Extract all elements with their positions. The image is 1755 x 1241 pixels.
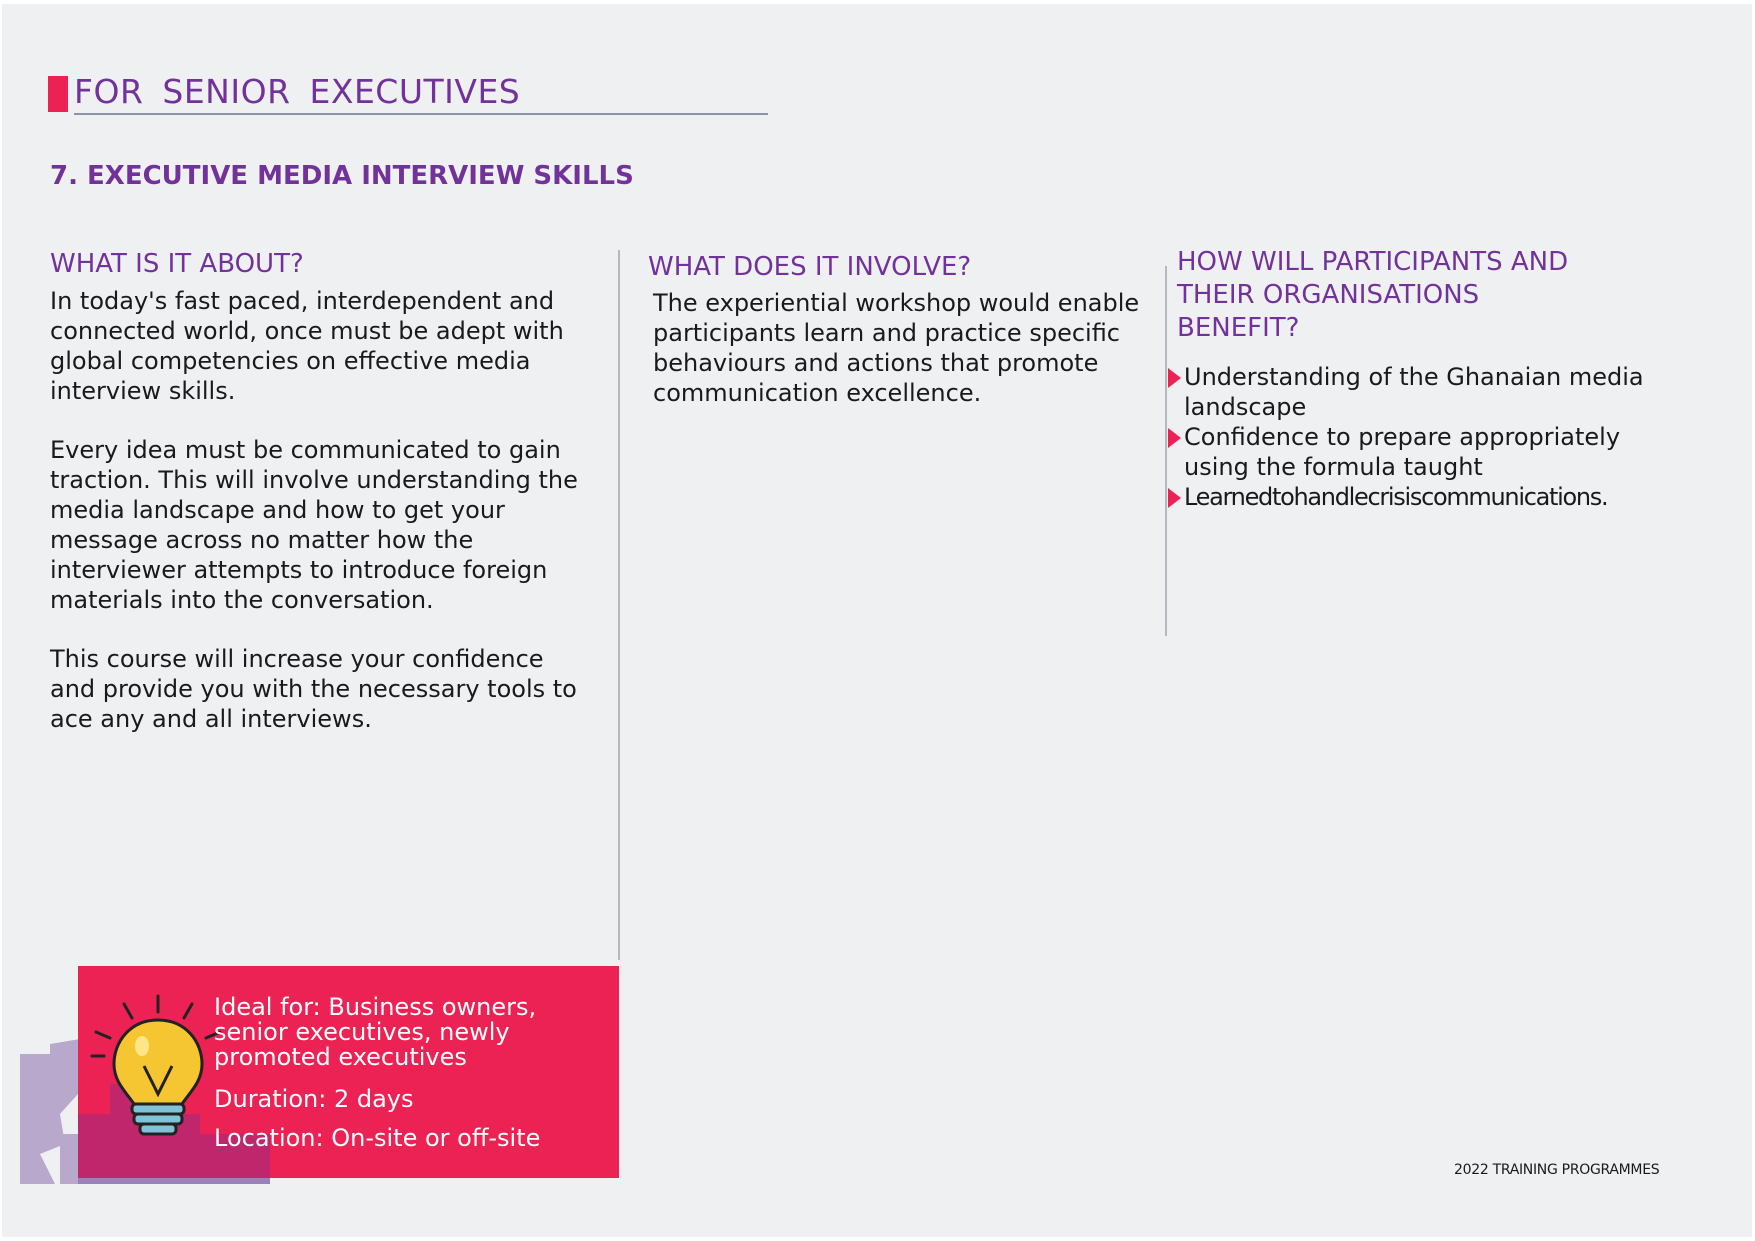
- benefit-item: Understanding of the Ghanaian media landscape: [1184, 362, 1684, 422]
- header-underline: [74, 113, 768, 115]
- about-heading: WHAT IS IT ABOUT?: [50, 249, 304, 279]
- bullet-arrow-icon: [1168, 368, 1181, 388]
- column-divider: [1165, 266, 1167, 636]
- benefit-item: Confidence to prepare appropriately using the formula taught: [1184, 422, 1664, 482]
- about-paragraph: Every idea must be communicated to gain traction. This will involve understanding the media landscape and how to get your message across no matter how the interviewer attempts to introduce foreign materials into the conversation.: [50, 436, 578, 614]
- footer-label: 2022 TRAINING PROGRAMMES: [1454, 1162, 1660, 1178]
- bullet-arrow-icon: [1168, 428, 1181, 448]
- involve-body: The experiential workshop would enable participants learn and practice specific behaviours and actions that promote communication excellence.: [653, 289, 1140, 407]
- header-accent-bar: [48, 76, 68, 112]
- course-title: 7. EXECUTIVE MEDIA INTERVIEW SKILLS: [50, 161, 634, 191]
- about-paragraph: In today's fast paced, interdependent and connected world, once must be adept with global competencies on effective media interview skills.: [50, 287, 564, 405]
- involve-heading: WHAT DOES IT INVOLVE?: [648, 252, 972, 282]
- column-divider: [618, 250, 620, 960]
- section-title: FOR SENIOR EXECUTIVES: [74, 72, 521, 111]
- ideal-for-text: Ideal for: Business owners, senior executives, newly promoted executives: [214, 993, 537, 1071]
- about-paragraph: This course will increase your confidence and provide you with the necessary tools to ace any and all interviews.: [50, 645, 577, 733]
- duration-text: Duration: 2 days: [214, 1085, 414, 1113]
- about-body: [50, 286, 590, 763]
- lightbulb-icon: [84, 994, 224, 1144]
- page: [2, 4, 1752, 1237]
- benefit-heading: HOW WILL PARTICIPANTS AND THEIR ORGANISATIONS BENEFIT?: [1177, 247, 1569, 343]
- location-text: Location: On-site or off-site: [214, 1124, 541, 1152]
- bullet-arrow-icon: [1168, 488, 1181, 508]
- benefit-item: Learnedtohandlecrisiscommunications.: [1184, 482, 1607, 512]
